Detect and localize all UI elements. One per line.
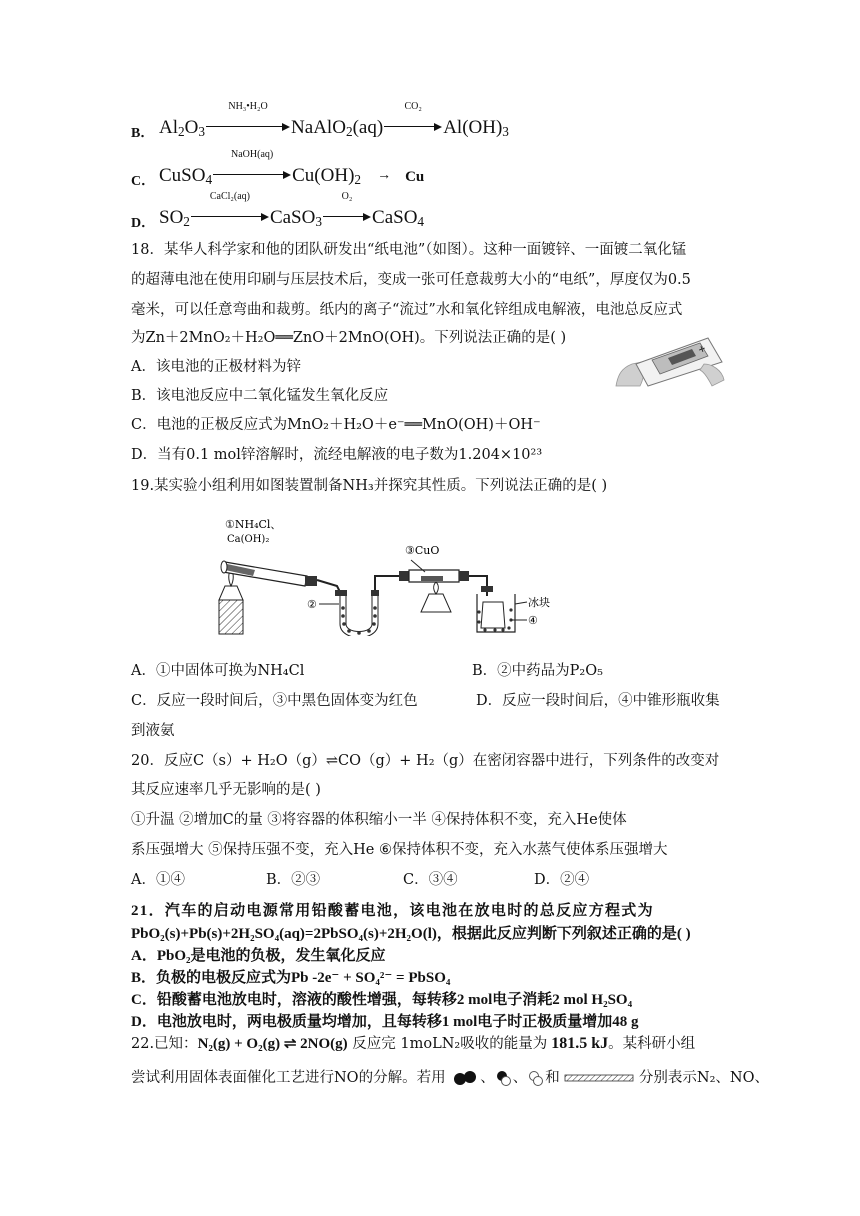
- q20-conditions-line1: ①升温 ②增加C的量 ③将容器的体积缩小一半 ④保持体积不变，充入He使体: [131, 812, 627, 828]
- label-flask: ④: [528, 614, 538, 627]
- label-reagent: ①NH₄Cl、: [225, 518, 282, 531]
- q18-stem-line1: 18．某华人科学家和他的团队研发出“纸电池”（如图）。这种一面镀锌、一面镀二氧化锰: [131, 242, 687, 258]
- q19-option-c: C．反应一段时间后，③中黑色固体变为红色: [131, 693, 418, 709]
- no-molecule-icon: [495, 1069, 513, 1087]
- q18-option-d: D．当有0.1 mol锌溶解时，流经电解液的电子数为1.204×10²³: [131, 447, 543, 463]
- label-cuo: ③CuO: [405, 544, 440, 557]
- q18-stem-line4: 为Zn＋2MnO₂＋H₂O══ZnO＋2MnO(OH)。下列说法正确的是( ): [131, 330, 567, 346]
- reaction-chain: $SO_2$ CaCl₂(aq) CaSO$_3$ O₂ CaSO$_4$: [159, 191, 425, 229]
- q19-option-a: A．①中固体可换为NH₄Cl: [131, 663, 305, 679]
- reaction-arrow: CO₂: [384, 117, 442, 139]
- q22-stem-line2: 尝试利用固体表面催化工艺进行NO的分解。若用 、 、 和 分别表示N₂、NO、: [131, 1070, 769, 1086]
- q20-stem-line2: 其反应速率几乎无影响的是( ): [131, 782, 321, 798]
- short-arrow: →: [377, 168, 392, 183]
- q20-conditions-line2: 系压强增大 ⑤保持压强不变，充入He ⑥保持体积不变，充入水蒸气使体系压强增大: [131, 842, 668, 858]
- svg-text:+: +: [696, 341, 708, 357]
- q21-option-d: D．电池放电时，两电极质量均增加，且每转移1 mol电子时正极质量增加48 g: [131, 1014, 639, 1030]
- label-ice: 冰块: [528, 596, 550, 609]
- ammonia-apparatus-diagram: [215, 516, 555, 636]
- q21-option-a: A．PbO₂是电池的负极，发生氧化反应: [131, 948, 386, 964]
- reaction-arrow: O₂: [323, 207, 371, 229]
- option-label: C．: [131, 174, 156, 189]
- q19-stem: 19.某实验小组利用如图装置制备NH₃并探究其性质。下列说法正确的是( ): [131, 478, 608, 494]
- q20-option-c: C．③④: [403, 872, 458, 888]
- catalyst-surface-icon: [564, 1072, 634, 1084]
- q18-option-a: A．该电池的正极材料为锌: [131, 359, 301, 375]
- paper-battery-image: [612, 334, 728, 390]
- q18-option-c: C．电池的正极反应式为MnO₂＋H₂O＋e⁻══MnO(OH)＋OH⁻: [131, 417, 541, 433]
- reaction-arrow: NH₃•H₂O: [206, 117, 290, 139]
- q20-option-d: D．②④: [534, 872, 590, 888]
- label-utube: ②: [307, 598, 317, 611]
- reaction-chain: CuSO$_4$ NaOH(aq) $Cu(OH)_2 \to Cu$: [159, 149, 425, 187]
- reaction-arrow: CaCl₂(aq): [191, 207, 269, 229]
- q21-stem-line1: 21．汽车的启动电源常用铅酸蓄电池，该电池在放电时的总反应方程式为: [131, 903, 654, 919]
- q20-stem-line1: 20．反应C（s）+ H₂O（g）⇌CO（g）+ H₂（g）在密闭容器中进行，下列条件的改变对: [131, 753, 720, 769]
- option-label: B．: [131, 126, 155, 141]
- q20-option-a: A．①④: [131, 872, 185, 888]
- q20-option-b: B．②③: [266, 872, 321, 888]
- q19-option-d-cont: 到液氨: [131, 723, 175, 739]
- q21-stem-line2: PbO₂(s)+Pb(s)+2H₂SO₄(aq)=2PbSO₄(s)+2H₂O(l)，根据此反应判断下列叙述正确的是( ): [131, 926, 691, 942]
- q19-option-b: B．②中药品为P₂O₅: [472, 663, 603, 679]
- q18-stem-line2: 的超薄电池在使用印刷与压层技术后，变成一张可任意裁剪大小的“电纸”，厚度仅为0.5: [131, 272, 691, 288]
- q19-option-d: D．反应一段时间后，④中锥形瓶收集: [476, 693, 720, 709]
- label-reagent-b: Ca(OH)₂: [227, 534, 270, 545]
- equilibrium-equation: N₂(g) + O₂(g) ⇌ 2NO(g): [197, 1036, 348, 1052]
- o2-molecule-icon: [527, 1069, 545, 1087]
- q22-stem-line1: 22.已知：N₂(g) + O₂(g) ⇌ 2NO(g) 反应完 1moLN₂吸收的能量为 181.5 kJ。某科研小组: [131, 1035, 696, 1052]
- q18-stem-line3: 毫米，可以任意弯曲和裁剪。纸内的离子“流过”水和氧化锌组成电解液，电池总反应式: [131, 302, 683, 318]
- q21-option-b: B．负极的电极反应式为Pb -2e⁻ + SO₄²⁻ = PbSO₄: [131, 970, 451, 986]
- q21-option-c: C．铅酸蓄电池放电时，溶液的酸性增强，每转移2 mol电子消耗2 mol H₂SO₄: [131, 992, 633, 1008]
- option-label: D．: [131, 216, 156, 231]
- n2-molecule-icon: [450, 1069, 480, 1087]
- reaction-arrow: NaOH(aq): [213, 165, 291, 187]
- q18-option-b: B．该电池反应中二氧化锰发生氧化反应: [131, 388, 389, 404]
- energy-value: 181.5 kJ: [547, 1035, 609, 1052]
- reaction-chain: $Al_2O_3$ NH₃•H₂O NaAlO$_2$(aq) CO₂ $Al(OH)_3$: [159, 101, 509, 139]
